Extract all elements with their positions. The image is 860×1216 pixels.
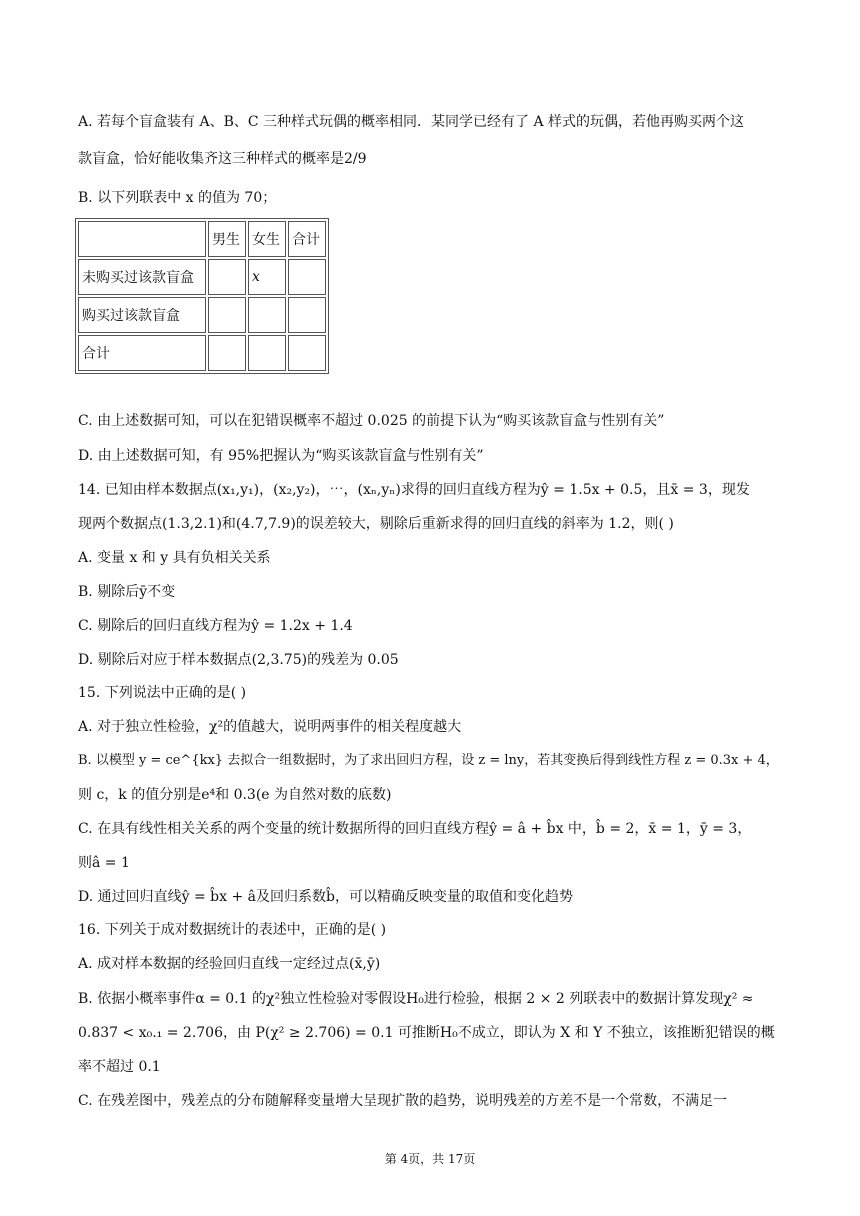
question-15: 15. 下列说法中正确的是( ) — [78, 685, 247, 701]
question-14-line2: 现两个数据点(1.3,2.1)和(4.7,7.9)的误差较大，剔除后重新求得的回归直线的斜率为 1.2，则( ) — [78, 516, 674, 532]
table-cell — [288, 335, 326, 371]
page-footer: 第 4页，共 17页 — [384, 1152, 476, 1166]
table-header-cell — [78, 221, 206, 257]
table-cell — [208, 259, 246, 295]
table-cell — [208, 335, 246, 371]
q15-option-a: A. 对于独立性检验，χ²的值越大，说明两事件的相关程度越大 — [78, 719, 462, 735]
q16-option-a: A. 成对样本数据的经验回归直线一定经过点(x̄,ȳ) — [78, 956, 381, 972]
table-cell — [248, 335, 286, 371]
table-header-cell: 男生 — [208, 221, 246, 257]
q15-option-c-line2: 则â = 1 — [78, 855, 130, 871]
option-b: B. 以下列联表中 x 的值为 70； — [78, 190, 277, 206]
q14-option-c: C. 剔除后的回归直线方程为ŷ = 1.2x + 1.4 — [78, 618, 353, 634]
table-cell — [208, 297, 246, 333]
question-14-line1: 14. 已知由样本数据点(x₁,y₁)，(x₂,y₂)，⋯，(xₙ,yₙ)求得的回归直线方程为ŷ = 1.5x + 0.5，且x̄ = 3，现发 — [78, 482, 750, 498]
contingency-table — [75, 218, 329, 374]
q14-option-d: D. 剔除后对应于样本数据点(2,3.75)的残差为 0.05 — [78, 652, 399, 668]
q16-option-c: C. 在残差图中，残差点的分布随解释变量增大呈现扩散的趋势，说明残差的方差不是一个常数，不满足一 — [78, 1093, 728, 1109]
q14-option-b: B. 剔除后ȳ不变 — [78, 584, 176, 600]
table-row — [78, 335, 326, 371]
table-cell — [248, 297, 286, 333]
option-c: C. 由上述数据可知，可以在犯错误概率不超过 0.025 的前提下认为“购买该款盲盒与性别有关” — [78, 413, 665, 429]
q16-option-b-line3: 率不超过 0.1 — [78, 1059, 161, 1075]
table-cell: 购买过该款盲盒 — [78, 297, 206, 333]
q15-option-b-line2: 则 c，k 的值分别是e⁴和 0.3(e 为自然对数的底数) — [78, 787, 392, 803]
table-cell: 合计 — [78, 335, 206, 371]
table-header-row — [78, 221, 326, 257]
option-d: D. 由上述数据可知，有 95%把握认为“购买该款盲盒与性别有关” — [78, 448, 484, 464]
q16-option-b-line1: B. 依据小概率事件α = 0.1 的χ²独立性检验对零假设H₀进行检验，根据 2 × 2 列联表中的数据计算发现χ² ≈ — [78, 991, 754, 1007]
table-header-cell: 女生 — [248, 221, 286, 257]
table-cell — [288, 259, 326, 295]
q16-option-b-line2: 0.837 < x₀.₁ = 2.706，由 P(χ² ≥ 2.706) = 0.1 可推断H₀不成立，即认为 X 和 Y 不独立，该推断犯错误的概 — [78, 1025, 775, 1041]
q14-option-a: A. 变量 x 和 y 具有负相关关系 — [78, 550, 271, 566]
table-row — [78, 297, 326, 333]
option-a-line2: 款盲盒，恰好能收集齐这三种样式的概率是2/9 — [78, 151, 367, 167]
table-row — [78, 259, 326, 295]
table-cell — [288, 297, 326, 333]
q15-option-c-line1: C. 在具有线性相关关系的两个变量的统计数据所得的回归直线方程ŷ = â + b̂x 中，b̂ = 2，x̄ = 1，ȳ = 3， — [78, 821, 752, 837]
q15-option-b-line1: B. 以模型 y = ce^{kx} 去拟合一组数据时，为了求出回归方程，设 z = lny，若其变换后得到线性方程 z = 0.3x + 4， — [78, 753, 779, 768]
table-cell: x — [248, 259, 286, 295]
option-a-line1: A. 若每个盲盒装有 A、B、C 三种样式玩偶的概率相同．某同学已经有了 A 样式的玩偶，若他再购买两个这 — [78, 114, 745, 130]
q15-option-d: D. 通过回归直线ŷ = b̂x + â及回归系数b̂，可以精确反映变量的取值和变化趋势 — [78, 889, 573, 905]
question-16: 16. 下列关于成对数据统计的表述中，正确的是( ) — [78, 922, 387, 938]
table-cell: 未购买过该款盲盒 — [78, 259, 206, 295]
table-header-cell: 合计 — [288, 221, 326, 257]
